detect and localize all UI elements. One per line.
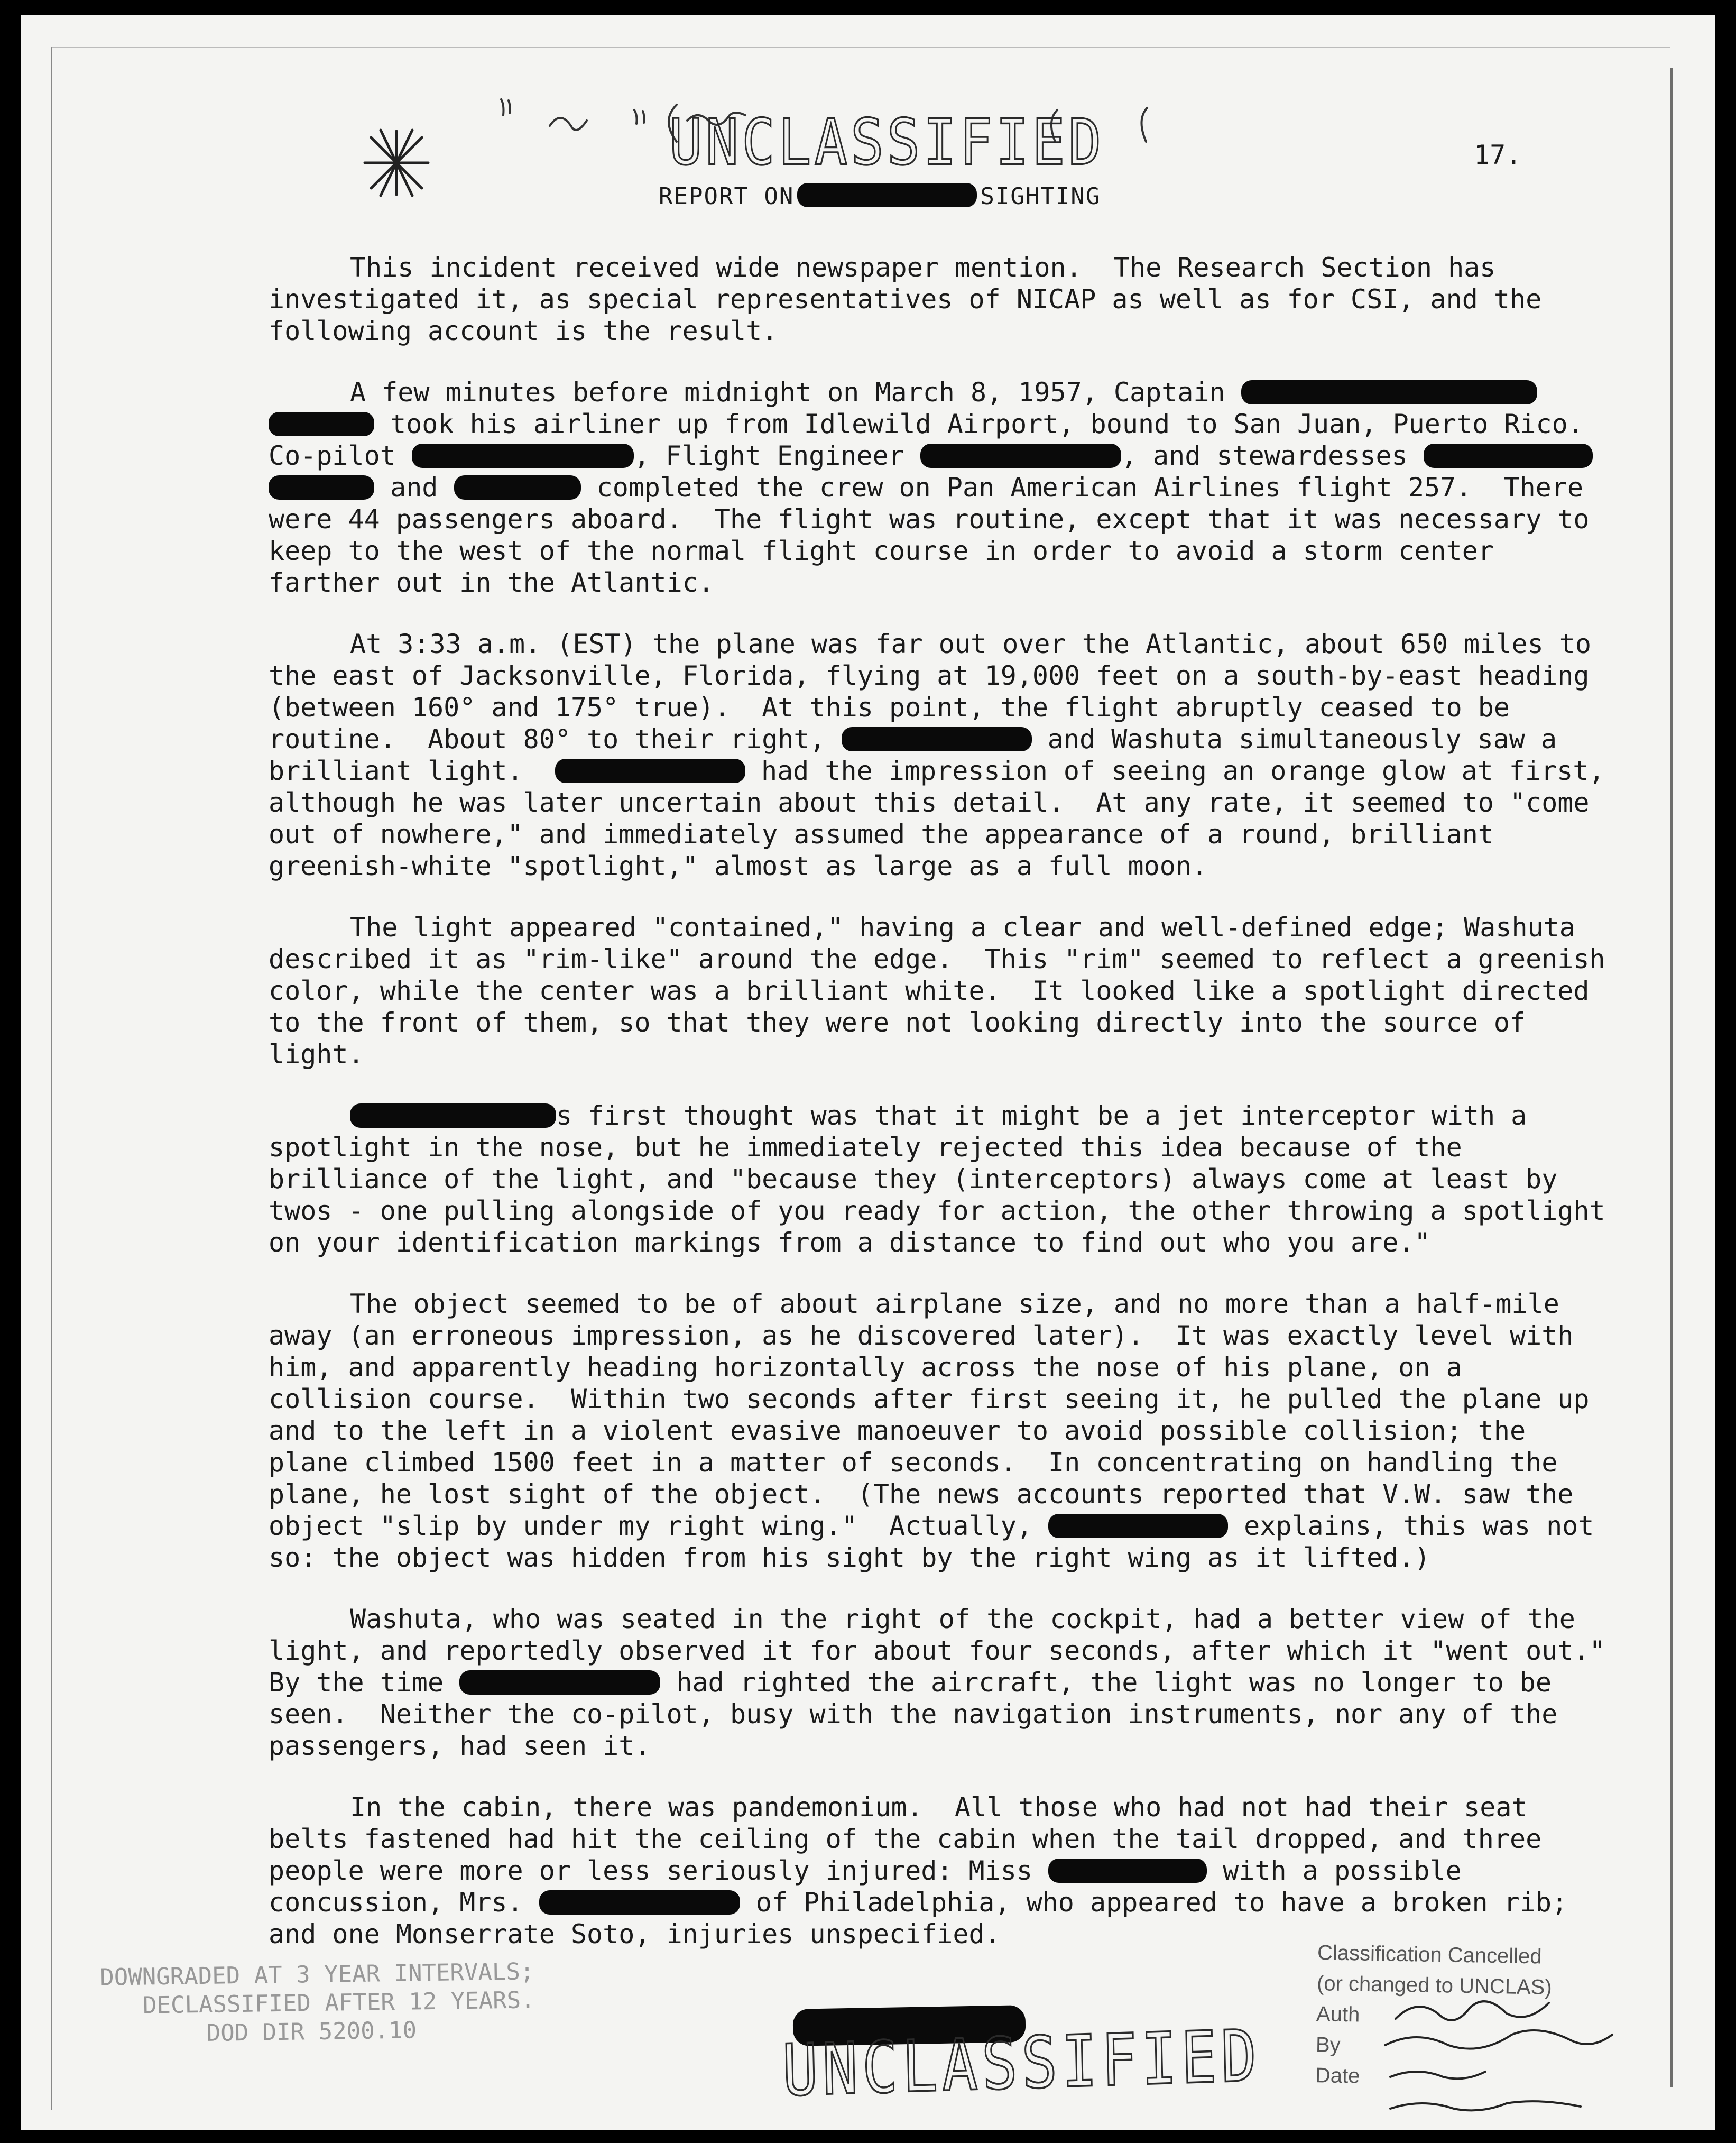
classification-line-2: (or changed to UNCLAS): [1316, 1972, 1553, 1999]
report-title-left: REPORT ON: [659, 183, 795, 210]
text-run: of Philadelphia, who appeared to have a broken rib; and one Monserrate Soto, injuries unspecified.: [269, 1887, 1584, 1949]
paragraph-4: The light appeared "contained," having a clear and well-defined edge; Washuta described it as "rim-like" around the edge. This "rim" seemed to reflect a greenish color, while the center was a brilliant white. It looked like a spotlight directed to the front of them, so that they were not looking directly into the source of light.: [269, 912, 1621, 1070]
redaction-mark: [269, 475, 374, 500]
text-run: Washuta, who was seated in the right of the cockpit, had a better view of the light, and reportedly observed it for about four seconds, after which it "went out." By the time: [269, 1604, 1637, 1698]
redaction-mark: [1048, 1859, 1207, 1883]
paragraph-2: [269, 376, 1611, 599]
redaction-mark: [454, 475, 581, 500]
document-page: [21, 15, 1715, 2130]
redaction-mark: [1241, 380, 1537, 404]
report-body: [269, 252, 1637, 1980]
downgrade-line-3: DOD DIR 5200.10: [206, 2017, 417, 2047]
text-run: and Washuta simultaneously saw a brilliant light.: [269, 724, 1573, 786]
text-run: took his airliner up from Idlewild Airport, bound to San Juan, Puerto Rico. Co-pilot: [269, 409, 1600, 471]
text-run: At 3:33 a.m. (EST) the plane was far out over the Atlantic, about 650 miles to the east of Jacksonville, Florida, flying at 19,000 feet on a south-by-east heading (between 160° and 175° true). At this point, the flight abruptly ceased to be routine. About 80° to their right,: [269, 629, 1608, 755]
handwritten-star-icon: [359, 126, 433, 200]
redaction-mark: [920, 444, 1121, 468]
paragraph-3: [269, 628, 1621, 882]
text-run: s first thought was that it might be a jet interceptor with a spotlight in the nose, but he immediately rejected this idea because of the brilliance of the light, and "because they (interceptors) always come at least by twos - one pulling alongside of you ready for action, the other throwing a spotlight on your identification markings from a distance to find out who you are.": [269, 1100, 1621, 1258]
redaction-mark: [797, 183, 977, 207]
text-run: had righted the aircraft, the light was no longer to be seen. Neither the co-pilot, busy with the navigation instruments, nor any of the passengers, had seen it.: [269, 1667, 1574, 1761]
redaction-mark: [412, 444, 634, 468]
classification-line-4: By: [1315, 2033, 1341, 2057]
text-run: A few minutes before midnight on March 8, 1957, Captain: [350, 377, 1241, 408]
text-run: explains, this was not so: the object was hidden from his sight by the right wing as it lifted.): [269, 1511, 1610, 1573]
redaction-mark: [842, 727, 1032, 751]
redaction-mark: [459, 1670, 660, 1695]
redaction-mark: [1424, 444, 1593, 468]
unclassified-stamp-top: UNCLASSIFIED: [669, 105, 1105, 180]
text-run: had the impression of seeing an orange glow at first, although he was later uncertain about this detail. At any rate, it seemed to "come out of nowhere," and immediately assumed the appearance of a round, brilliant greenish-white "spotlight," almost as large as a full moon.: [269, 756, 1621, 881]
page-right-edge: [1670, 68, 1673, 2087]
redaction-mark: [539, 1890, 740, 1915]
redaction-mark: [269, 412, 374, 436]
text-run: The object seemed to be of about airplane size, and no more than a half-mile away (an erroneous impression, as he discovered later). It was exactly level with him, and apparently heading horizontally across the nose of his plane, on a collision course. Within two seconds after first seeing it, he pulled the plane up and to the left in a violent evasive manoeuver to avoid possible collision; the plane climbed 1500 feet in a matter of seconds. In concentrating on handling the plane, he lost sight of the object. (The news accounts reported that V.W. saw the object "slip by under my right wing." Actually,: [269, 1289, 1605, 1541]
paragraph-6: [269, 1288, 1611, 1574]
text-run: , Flight Engineer: [633, 440, 920, 471]
handwritten-signature-icon: [1374, 1971, 1692, 2130]
classification-line-5: Date: [1315, 2064, 1360, 2088]
paragraph-1: This incident received wide newspaper mention. The Research Section has investigated it, as special representatives of NICAP as well as for CSI, and the following account is the result.: [269, 252, 1558, 346]
unclassified-stamp-bottom: UNCLASSIFIED: [781, 2015, 1262, 2113]
redaction-mark: [555, 759, 745, 783]
text-run: with a possible concussion, Mrs.: [269, 1855, 1478, 1918]
text-run: completed the crew on Pan American Airlines flight 257. There were 44 passengers aboard. The flight was routine, except that it was necessary to keep to the west of the normal flight course in order to avoid a storm center farther out in the Atlantic.: [269, 472, 1605, 598]
classification-line-3: Auth: [1316, 2002, 1360, 2027]
downgrade-stamp: [100, 1957, 535, 2049]
text-run: and: [374, 472, 454, 503]
redaction-mark: [1048, 1514, 1228, 1538]
classification-line-1: Classification Cancelled: [1317, 1941, 1543, 1969]
report-title-right: SIGHTING: [980, 183, 1101, 210]
paragraph-7: [269, 1603, 1637, 1762]
downgrade-line-1: DOWNGRADED AT 3 YEAR INTERVALS;: [99, 1958, 534, 1991]
report-title: [659, 183, 1101, 210]
redaction-mark: [350, 1103, 556, 1128]
page-number: 17.: [1474, 140, 1522, 170]
paragraph-5: [269, 1100, 1621, 1258]
downgrade-line-2: DECLASSIFIED AFTER 12 YEARS.: [142, 1986, 535, 2019]
text-run: , and stewardesses: [1121, 440, 1424, 471]
paragraph-8: [269, 1791, 1611, 1950]
text-run: In the cabin, there was pandemonium. All those who had not had their seat belts fastened had hit the ceiling of the cabin when the tail dropped, and three people were more or less seriously injured: Miss: [269, 1792, 1558, 1886]
